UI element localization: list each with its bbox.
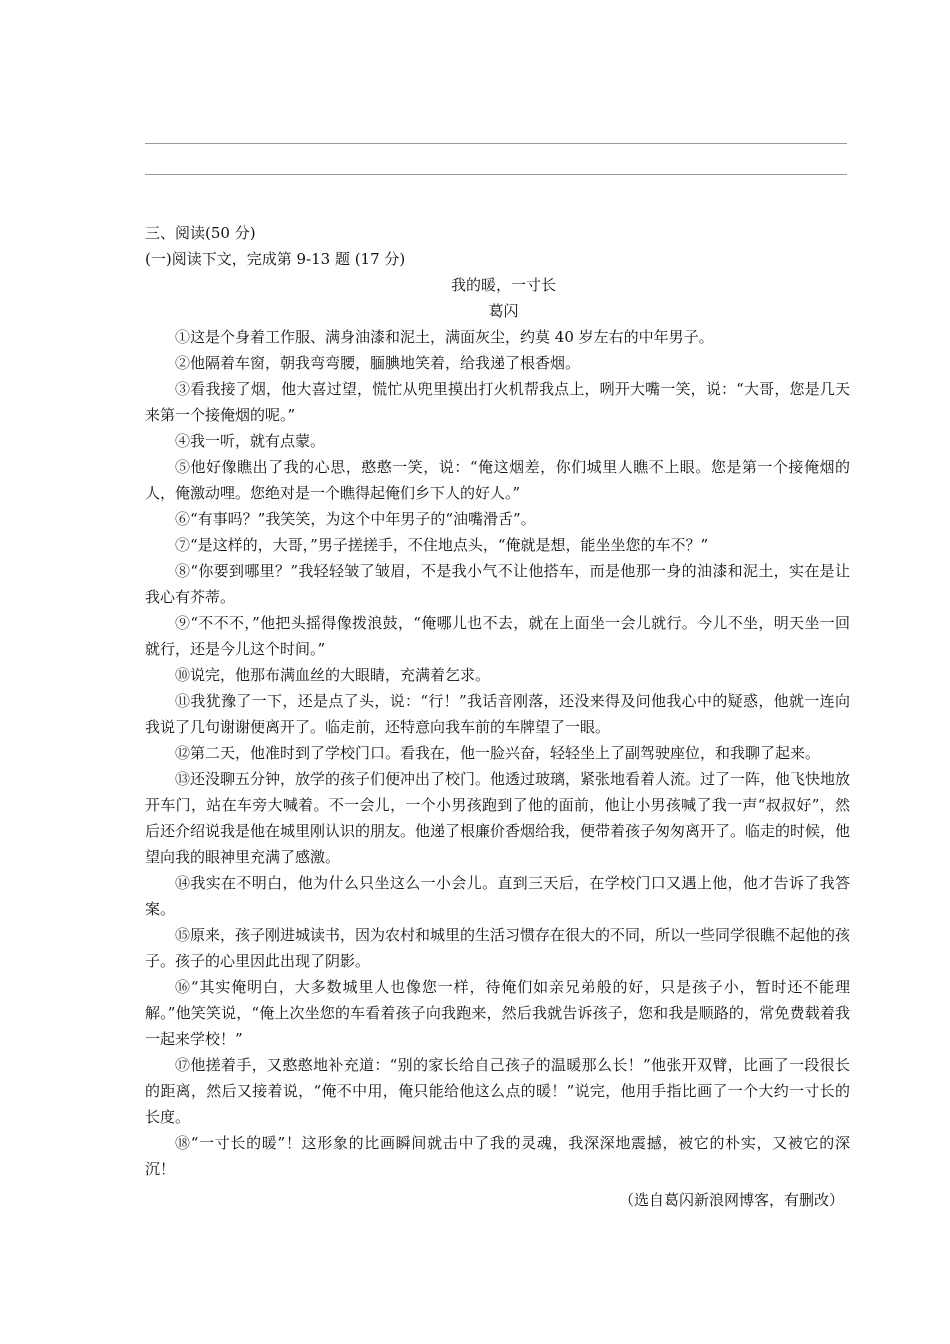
- paragraph: ④我一听，就有点蒙。: [175, 432, 326, 450]
- source-citation: （选自葛闪新浪网博客，有删改）: [618, 1191, 844, 1209]
- paragraph: ⑫第二天，他准时到了学校门口。看我在，他一脸兴奋，轻轻坐上了副驾驶座位，和我聊了起来。: [175, 744, 821, 762]
- paragraph: ⑨“不不不，”他把头摇得像拨浪鼓，“俺哪儿也不去，就在上面坐一会儿就行。今儿不坐，明天坐一回就行，还是今儿这个时间。”: [145, 614, 850, 658]
- answer-line: [145, 174, 847, 175]
- article-title: 我的暖，一寸长: [450, 276, 556, 294]
- paragraph: ⑯“其实俺明白，大多数城里人也像您一样，待俺们如亲兄弟般的好，只是孩子小，暂时还不能理解。”他笑笑说，“俺上次坐您的车看着孩子向我跑来，然后我就告诉孩子，您和我是顺路的，常免费载着我一起来学校！”: [145, 978, 850, 1048]
- paragraph: ⑩说完，他那布满血丝的大眼睛，充满着乞求。: [175, 666, 491, 684]
- paragraph: ⑤他好像瞧出了我的心思，憨憨一笑，说：“俺这烟差，你们城里人瞧不上眼。您是第一个接俺烟的人，俺激动哩。您绝对是一个瞧得起俺们乡下人的好人。”: [145, 458, 850, 502]
- paragraph: ⑧“你要到哪里？”我轻轻皱了皱眉，不是我小气不让他搭车，而是他那一身的油漆和泥土，实在是让我心有芥蒂。: [145, 562, 850, 606]
- article-author: 葛闪: [488, 302, 519, 320]
- paragraph: ⑱“一寸长的暖”！这形象的比画瞬间就击中了我的灵魂，我深深地震撼，被它的朴实，又被它的深沉！: [145, 1134, 850, 1178]
- paragraph: ①这是个身着工作服、满身油漆和泥土，满面灰尘，约莫 40 岁左右的中年男子。: [175, 328, 714, 346]
- sub-heading: (一)阅读下文，完成第 9-13 题 (17 分): [145, 250, 406, 268]
- paragraph: ⑬还没聊五分钟，放学的孩子们便冲出了校门。他透过玻璃，紧张地看着人流。过了一阵，他飞快地放开车门，站在车旁大喊着。不一会儿，一个小男孩跑到了他的面前，他让小男孩喊了我一声“叔叔好”，然后还介绍说我是他在城里刚认识的朋友。他递了根廉价香烟给我，便带着孩子匆匆离开了。临走的时候，他望向我的眼神里充满了感激。: [145, 770, 851, 866]
- paragraph: ⑭我实在不明白，他为什么只坐这么一小会儿。直到三天后，在学校门口又遇上他，他才告诉了我答案。: [145, 874, 850, 918]
- paragraph: ⑪我犹豫了一下，还是点了头，说：“行！”我话音刚落，还没来得及问他我心中的疑惑，他就一连向我说了几句谢谢便离开了。临走前，还特意向我车前的车牌望了一眼。: [145, 692, 850, 736]
- paragraph: ⑦“是这样的，大哥，”男子搓搓手，不住地点头，“俺就是想，能坐坐您的车不？”: [175, 536, 709, 554]
- section-heading: 三、阅读(50 分): [145, 224, 256, 242]
- reading-section: [145, 220, 850, 1213]
- answer-line: [145, 143, 847, 144]
- paragraph: ②他隔着车窗，朝我弯弯腰，腼腆地笑着，给我递了根香烟。: [175, 354, 581, 372]
- paragraph: ③看我接了烟，他大喜过望，慌忙从兜里摸出打火机帮我点上，咧开大嘴一笑，说：“大哥，您是几天来第一个接俺烟的呢。”: [145, 380, 850, 424]
- paragraph: ⑥“有事吗？”我笑笑，为这个中年男子的“油嘴滑舌”。: [175, 510, 536, 528]
- paragraph: ⑰他搓着手，又憨憨地补充道：“别的家长给自己孩子的温暖那么长！”他张开双臂，比画了一段很长的距离，然后又接着说，“俺不中用，俺只能给他这么点的暖！”说完，他用手指比画了一个大约一寸长的长度。: [145, 1056, 850, 1126]
- paragraph: ⑮原来，孩子刚进城读书，因为农村和城里的生活习惯存在很大的不同，所以一些同学很瞧不起他的孩子。孩子的心里因此出现了阴影。: [145, 926, 851, 970]
